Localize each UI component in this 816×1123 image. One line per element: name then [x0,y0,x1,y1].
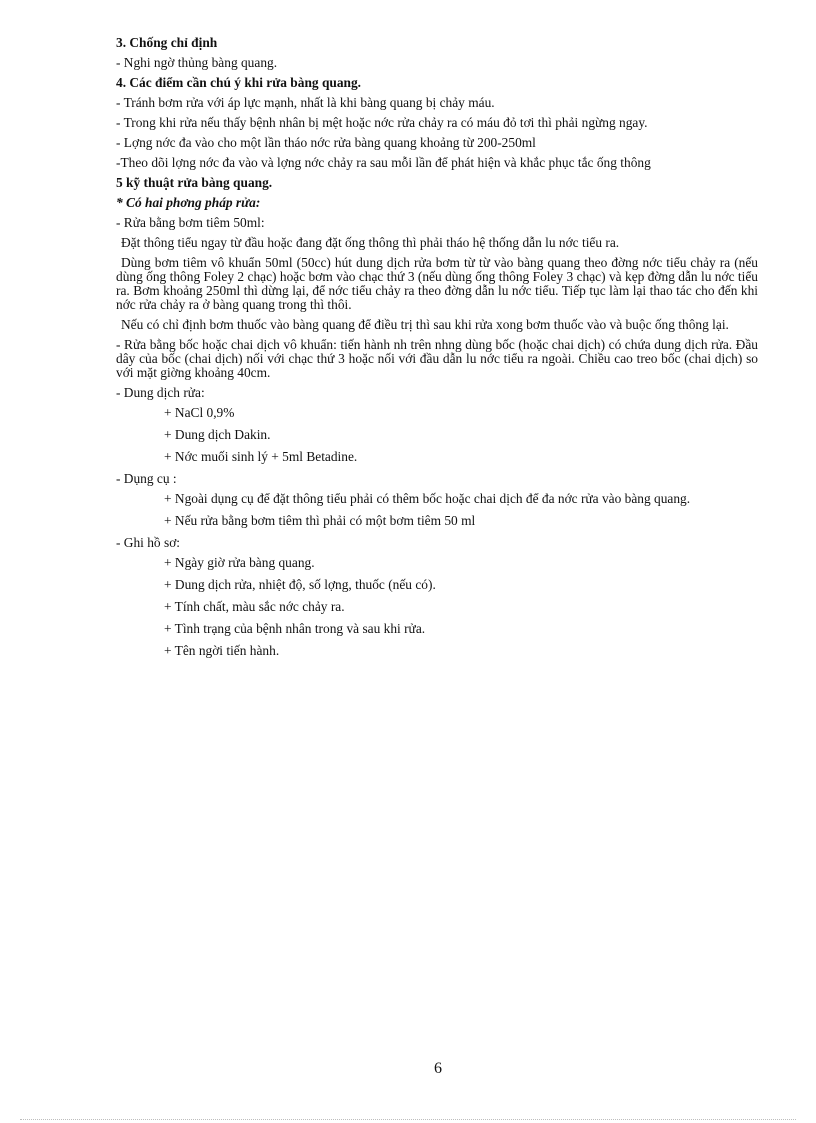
bag-paragraph: - Rửa bằng bốc hoặc chai dịch vô khuẩn: tiến hành nh trên nhng dùng bốc (hoặc chai dịch) có chứa dung dịch rửa. Đầu dây của bốc (chai dịch) nối với chạc thứ 3 hoặc nối với đầu dẫn lu nớc tiểu ra ngoài. Chiều cao treo bốc (chai dịch) so với mặt giờng khoảng 40cm. [116,337,758,380]
section-4-line: - Tránh bơm rửa với áp lực mạnh, nhất là khi bàng quang bị chảy máu. [116,95,495,110]
record-item: + Dung dịch rửa, nhiệt độ, số lợng, thuốc (nếu có). [164,577,436,592]
syringe-paragraph: Nếu có chỉ định bơm thuốc vào bàng quang để điều trị thì sau khi rửa xong bơm thuốc vào và buộc ống thông lại. [121,317,729,332]
record-item: + Ngày giờ rửa bàng quang. [164,555,315,570]
record-title: - Ghi hồ sơ: [116,535,180,550]
syringe-paragraph: Dùng bơm tiêm vô khuẩn 50ml (50cc) hút dung dịch rửa bơm từ từ vào bàng quang theo đờng nớc tiểu chảy ra (nếu dùng ống thông Foley 2 chạc) hoặc bơm vào chạc thứ 3 (nếu dùng ống thông Foley 3 chạc) và kẹp đờng dẫn lu nớc tiểu ra. Bơm khoảng 250ml thì dừng lại, để nớc tiểu chảy ra theo đờng dẫn lu nớc tiểu. Tiếp tục làm lại thao tác cho đến khi nớc rửa chảy ra ở bàng quang trong thì thôi. [116,255,758,312]
solution-item: + Nớc muối sinh lý + 5ml Betadine. [164,449,358,464]
methods-heading: * Có hai phơng pháp rửa: [116,195,261,210]
record-item: + Tình trạng của bệnh nhân trong và sau khi rửa. [164,621,426,636]
solution-item: + NaCl 0,9% [164,405,235,420]
syringe-title: - Rửa bằng bơm tiêm 50ml: [116,215,265,230]
syringe-paragraph: Đặt thông tiểu ngay từ đầu hoặc đang đặt ống thông thì phải tháo hệ thống dẫn lu nớc tiểu ra. [121,235,620,250]
section-4-line: -Theo dõi lợng nớc đa vào và lợng nớc chảy ra sau mỗi lần để phát hiện và khắc phục tắc ống thông [116,155,651,170]
section-4-line: - Trong khi rửa nếu thấy bệnh nhân bị mệt hoặc nớc rửa chảy ra có máu đỏ tơi thì phải ngừng ngay. [116,115,648,130]
tools-item: + Nếu rửa bằng bơm tiêm thì phải có một bơm tiêm 50 ml [164,513,476,528]
solution-item: + Dung dịch Dakin. [164,427,271,442]
section-3-heading: 3. Chống chỉ định [116,35,218,50]
record-item: + Tên ngời tiến hành. [164,643,280,658]
solution-title: - Dung dịch rửa: [116,385,205,400]
footer-divider [20,1119,796,1120]
section-4-line: - Lợng nớc đa vào cho một lần tháo nớc rửa bàng quang khoảng từ 200-250ml [116,135,536,150]
section-4-heading: 4. Các điểm cần chú ý khi rửa bàng quang. [116,75,362,90]
document-body [116,36,758,666]
section-3-line: - Nghi ngờ thủng bàng quang. [116,55,278,70]
tools-title: - Dụng cụ : [116,471,177,486]
tools-item: + Ngoài dụng cụ để đặt thông tiểu phải có thêm bốc hoặc chai dịch để đa nớc rửa vào bàng quang. [164,491,691,506]
section-5-heading: 5 kỹ thuật rửa bàng quang. [116,175,273,190]
page-number: 6 [434,1060,442,1077]
record-item: + Tính chất, màu sắc nớc chảy ra. [164,599,345,614]
